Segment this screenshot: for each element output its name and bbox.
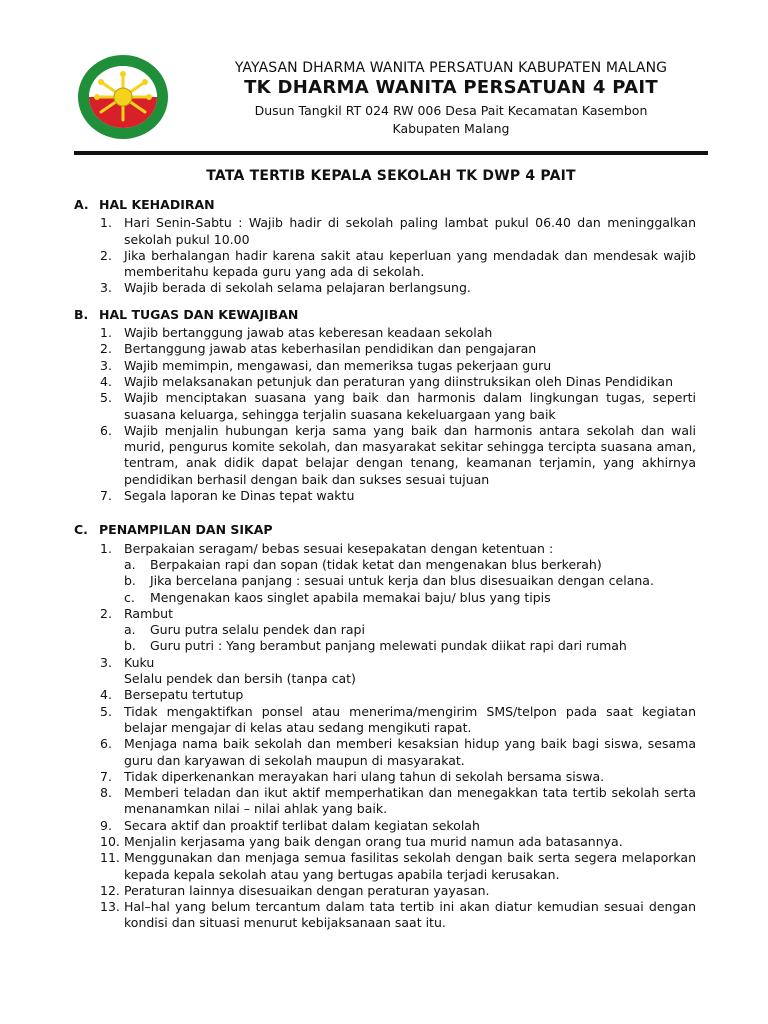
school-name: TK DHARMA WANITA PERSATUAN 4 PAIT bbox=[244, 77, 658, 98]
item-body bbox=[124, 325, 696, 341]
item-number bbox=[74, 248, 124, 281]
rules-list bbox=[74, 325, 696, 504]
item-number-text: 10. bbox=[100, 833, 120, 849]
item-number-text: 6. bbox=[100, 736, 112, 752]
item-body bbox=[124, 687, 696, 703]
rules-section bbox=[74, 197, 696, 297]
item-text: Bersepatu tertutup bbox=[124, 687, 244, 703]
item-body bbox=[124, 390, 696, 423]
item-number-text: 3. bbox=[100, 357, 112, 373]
item-body bbox=[124, 280, 696, 296]
item-body bbox=[124, 704, 696, 737]
list-item bbox=[74, 374, 696, 390]
list-item bbox=[74, 488, 696, 504]
item-number bbox=[74, 358, 124, 374]
item-number bbox=[74, 215, 124, 248]
section-heading-text: PENAMPILAN DAN SIKAP bbox=[99, 522, 273, 538]
item-body bbox=[124, 341, 696, 357]
item-body bbox=[124, 423, 696, 488]
item-number-text: 9. bbox=[100, 817, 112, 833]
section-heading-text: HAL KEHADIRAN bbox=[99, 197, 215, 212]
list-item bbox=[74, 390, 696, 423]
item-number bbox=[74, 374, 124, 390]
school-regency: Kabupaten Malang bbox=[392, 121, 510, 136]
list-item bbox=[74, 818, 696, 834]
item-number bbox=[74, 818, 124, 834]
item-number-text: 5. bbox=[100, 390, 112, 406]
item-text: Wajib menjalin hubungan kerja sama yang baik dan harmonis antara sekolah dan wali murid, pengurus komite sekolah, dan masyarakat sekitar sehingga tercipta suasana aman, tentram, anak didik dapat belajar dengan tenang, keamanan terjamin, yang akhirnya pendidikan berhasil dengan baik dan sukses sesuai tujuan bbox=[124, 422, 696, 487]
item-number bbox=[74, 325, 124, 341]
section-heading bbox=[74, 522, 696, 538]
list-item bbox=[74, 215, 696, 248]
item-body bbox=[124, 899, 696, 932]
item-text: Segala laporan ke Dinas tepat waktu bbox=[124, 488, 355, 504]
sub-item bbox=[124, 573, 696, 589]
foundation-name: YAYASAN DHARMA WANITA PERSATUAN KABUPATEN MALANG bbox=[234, 60, 668, 76]
item-number bbox=[74, 606, 124, 655]
item-text: Memberi teladan dan ikut aktif memperhatikan dan menegakkan tata tertib sekolah serta menanamkan nilai – nilai ahlak yang baik. bbox=[124, 785, 696, 817]
item-body bbox=[124, 488, 696, 504]
item-body bbox=[124, 655, 696, 688]
item-text: Hal–hal yang belum tercantum dalam tata tertib ini akan diatur kemudian sesuai dengan kondisi dan situasi menurut kebijaksanaan saat itu. bbox=[124, 899, 696, 931]
item-number-text: 11. bbox=[100, 850, 120, 866]
item-number bbox=[74, 280, 124, 296]
item-number-text: 1. bbox=[100, 540, 112, 556]
list-item bbox=[74, 850, 696, 883]
rules-content bbox=[74, 197, 696, 942]
item-number-text: 7. bbox=[100, 768, 112, 784]
item-text: Menggunakan dan menjaga semua fasilitas sekolah dengan baik serta segera melaporkan kepada kepala sekolah atau yang bertugas apabila terjadi kerusakan. bbox=[124, 850, 696, 882]
item-number bbox=[74, 834, 124, 850]
sub-item-text: Mengenakan kaos singlet apabila memakai baju/ blus yang tipis bbox=[150, 589, 551, 605]
list-item bbox=[74, 883, 696, 899]
item-text: Rambut bbox=[124, 605, 174, 621]
item-text: Menjalin kerjasama yang baik dengan orang tua murid namun ada batasannya. bbox=[124, 833, 623, 849]
rules-list bbox=[74, 541, 696, 932]
item-number-text: 2. bbox=[100, 247, 112, 263]
list-item bbox=[74, 769, 696, 785]
item-body bbox=[124, 850, 696, 883]
item-number-text: 5. bbox=[100, 703, 112, 719]
item-number-text: 7. bbox=[100, 488, 112, 504]
item-number bbox=[74, 785, 124, 818]
item-text: Peraturan lainnya disesuaikan dengan peraturan yayasan. bbox=[124, 882, 490, 898]
item-number bbox=[74, 704, 124, 737]
item-number-text: 3. bbox=[100, 654, 112, 670]
item-text: Hari Senin-Sabtu : Wajib hadir di sekolah paling lambat pukul 06.40 dan meninggalkan sekolah pukul 10.00 bbox=[124, 215, 696, 247]
list-item bbox=[74, 687, 696, 703]
item-number bbox=[74, 341, 124, 357]
item-text: Wajib berada di sekolah selama pelajaran berlangsung. bbox=[124, 280, 471, 296]
item-extra-text: Selalu pendek dan bersih (tanpa cat) bbox=[124, 671, 356, 687]
sub-item bbox=[124, 638, 696, 654]
sub-item bbox=[124, 590, 696, 606]
list-item bbox=[74, 541, 696, 606]
item-text: Menjaga nama baik sekolah dan memberi kesaksian hidup yang baik bagi siswa, sesama guru dan karyawan di sekolah maupun di masyarakat. bbox=[124, 736, 696, 768]
item-number-text: 3. bbox=[100, 280, 112, 296]
item-number-text: 1. bbox=[100, 325, 112, 341]
item-body bbox=[124, 248, 696, 281]
item-body bbox=[124, 606, 696, 655]
section-heading-text: HAL TUGAS DAN KEWAJIBAN bbox=[99, 306, 299, 322]
item-text: Secara aktif dan proaktif terlibat dalam kegiatan sekolah bbox=[124, 817, 480, 833]
item-text: Jika berhalangan hadir karena sakit atau keperluan yang mendadak dan mendesak wajib memberitahu kepada guru yang ada di sekolah. bbox=[124, 247, 696, 280]
section-letter: B. bbox=[74, 306, 89, 322]
item-text: Kuku bbox=[124, 654, 155, 670]
sub-item-text: Guru putra selalu pendek dan rapi bbox=[150, 622, 365, 638]
sub-item-letter: b. bbox=[124, 638, 136, 654]
item-number-text: 4. bbox=[100, 373, 112, 389]
item-number-text: 12. bbox=[100, 882, 120, 898]
item-number-text: 6. bbox=[100, 422, 112, 438]
sub-item-text: Berpakaian rapi dan sopan (tidak ketat dan mengenakan blus berkerah) bbox=[150, 556, 602, 572]
item-number bbox=[74, 488, 124, 504]
item-body bbox=[124, 818, 696, 834]
item-text: Wajib melaksanakan petunjuk dan peraturan yang diinstruksikan oleh Dinas Pendidikan bbox=[124, 373, 674, 389]
sub-item bbox=[124, 557, 696, 573]
item-number bbox=[74, 883, 124, 899]
section-heading bbox=[74, 197, 696, 213]
item-number-text: 8. bbox=[100, 785, 112, 801]
list-item bbox=[74, 785, 696, 818]
list-item bbox=[74, 704, 696, 737]
list-item bbox=[74, 834, 696, 850]
item-number bbox=[74, 736, 124, 769]
section-letter: C. bbox=[74, 522, 88, 538]
item-number bbox=[74, 899, 124, 932]
item-body bbox=[124, 358, 696, 374]
list-item bbox=[74, 248, 696, 281]
item-body bbox=[124, 769, 696, 785]
item-body bbox=[124, 736, 696, 769]
sub-item-letter: b. bbox=[124, 573, 136, 589]
sub-item-text: Jika bercelana panjang : sesuai untuk kerja dan blus disesuaikan dengan celana. bbox=[150, 573, 654, 589]
item-number-text: 2. bbox=[100, 341, 112, 357]
list-item bbox=[74, 358, 696, 374]
item-number bbox=[74, 423, 124, 488]
sub-item-letter: a. bbox=[124, 622, 136, 638]
sub-item-letter: c. bbox=[124, 589, 135, 605]
item-body bbox=[124, 834, 696, 850]
item-number bbox=[74, 655, 124, 688]
sub-item bbox=[124, 622, 696, 638]
item-text: Wajib memimpin, mengawasi, dan memeriksa tugas pekerjaan guru bbox=[124, 357, 552, 373]
letterhead bbox=[70, 48, 710, 148]
dharma-wanita-emblem-icon bbox=[77, 54, 169, 140]
list-item bbox=[74, 341, 696, 357]
section-letter: A. bbox=[74, 197, 89, 212]
list-item bbox=[74, 423, 696, 488]
item-number bbox=[74, 850, 124, 883]
item-number bbox=[74, 687, 124, 703]
item-body bbox=[124, 215, 696, 248]
item-text: Berpakaian seragam/ bebas sesuai kesepakatan dengan ketentuan : bbox=[124, 540, 554, 556]
item-text: Wajib bertanggung jawab atas keberesan keadaan sekolah bbox=[124, 325, 493, 341]
item-number bbox=[74, 769, 124, 785]
item-number-text: 13. bbox=[100, 899, 120, 915]
item-number-text: 4. bbox=[100, 687, 112, 703]
letterhead-divider bbox=[74, 151, 708, 155]
list-item bbox=[74, 655, 696, 688]
sub-item-letter: a. bbox=[124, 556, 136, 572]
item-body bbox=[124, 541, 696, 606]
item-text: Tidak mengaktifkan ponsel atau menerima/mengirim SMS/telpon pada saat kegiatan belajar mengajar di kelas atau sedang mengikuti rapat. bbox=[124, 703, 696, 735]
school-address: Dusun Tangkil RT 024 RW 006 Desa Pait Kecamatan Kasembon bbox=[254, 103, 648, 118]
list-item bbox=[74, 899, 696, 932]
rules-section bbox=[74, 522, 696, 931]
item-number bbox=[74, 390, 124, 423]
rules-section bbox=[74, 307, 696, 505]
sub-item-text: Guru putri : Yang berambut panjang melewati pundak diikat rapi dari rumah bbox=[150, 638, 627, 654]
item-body bbox=[124, 785, 696, 818]
item-number bbox=[74, 541, 124, 606]
document-title: TATA TERTIB KEPALA SEKOLAH TK DWP 4 PAIT bbox=[206, 168, 576, 184]
list-item bbox=[74, 280, 696, 296]
list-item bbox=[74, 325, 696, 341]
item-text: Tidak diperkenankan merayakan hari ulang tahun di sekolah bersama siswa. bbox=[124, 768, 605, 784]
item-number-text: 1. bbox=[100, 215, 112, 231]
section-heading bbox=[74, 307, 696, 323]
item-body bbox=[124, 883, 696, 899]
item-text: Bertanggung jawab atas keberhasilan pendidikan dan pengajaran bbox=[124, 341, 537, 357]
item-text: Wajib menciptakan suasana yang baik dan harmonis dalam lingkungan tugas, seperti suasana keluarga, sehingga terjalin suasana kekeluargaan yang baik bbox=[124, 390, 696, 422]
list-item bbox=[74, 606, 696, 655]
letterhead-text bbox=[196, 60, 706, 138]
item-body bbox=[124, 374, 696, 390]
rules-list bbox=[74, 215, 696, 296]
item-number-text: 2. bbox=[100, 605, 112, 621]
list-item bbox=[74, 736, 696, 769]
